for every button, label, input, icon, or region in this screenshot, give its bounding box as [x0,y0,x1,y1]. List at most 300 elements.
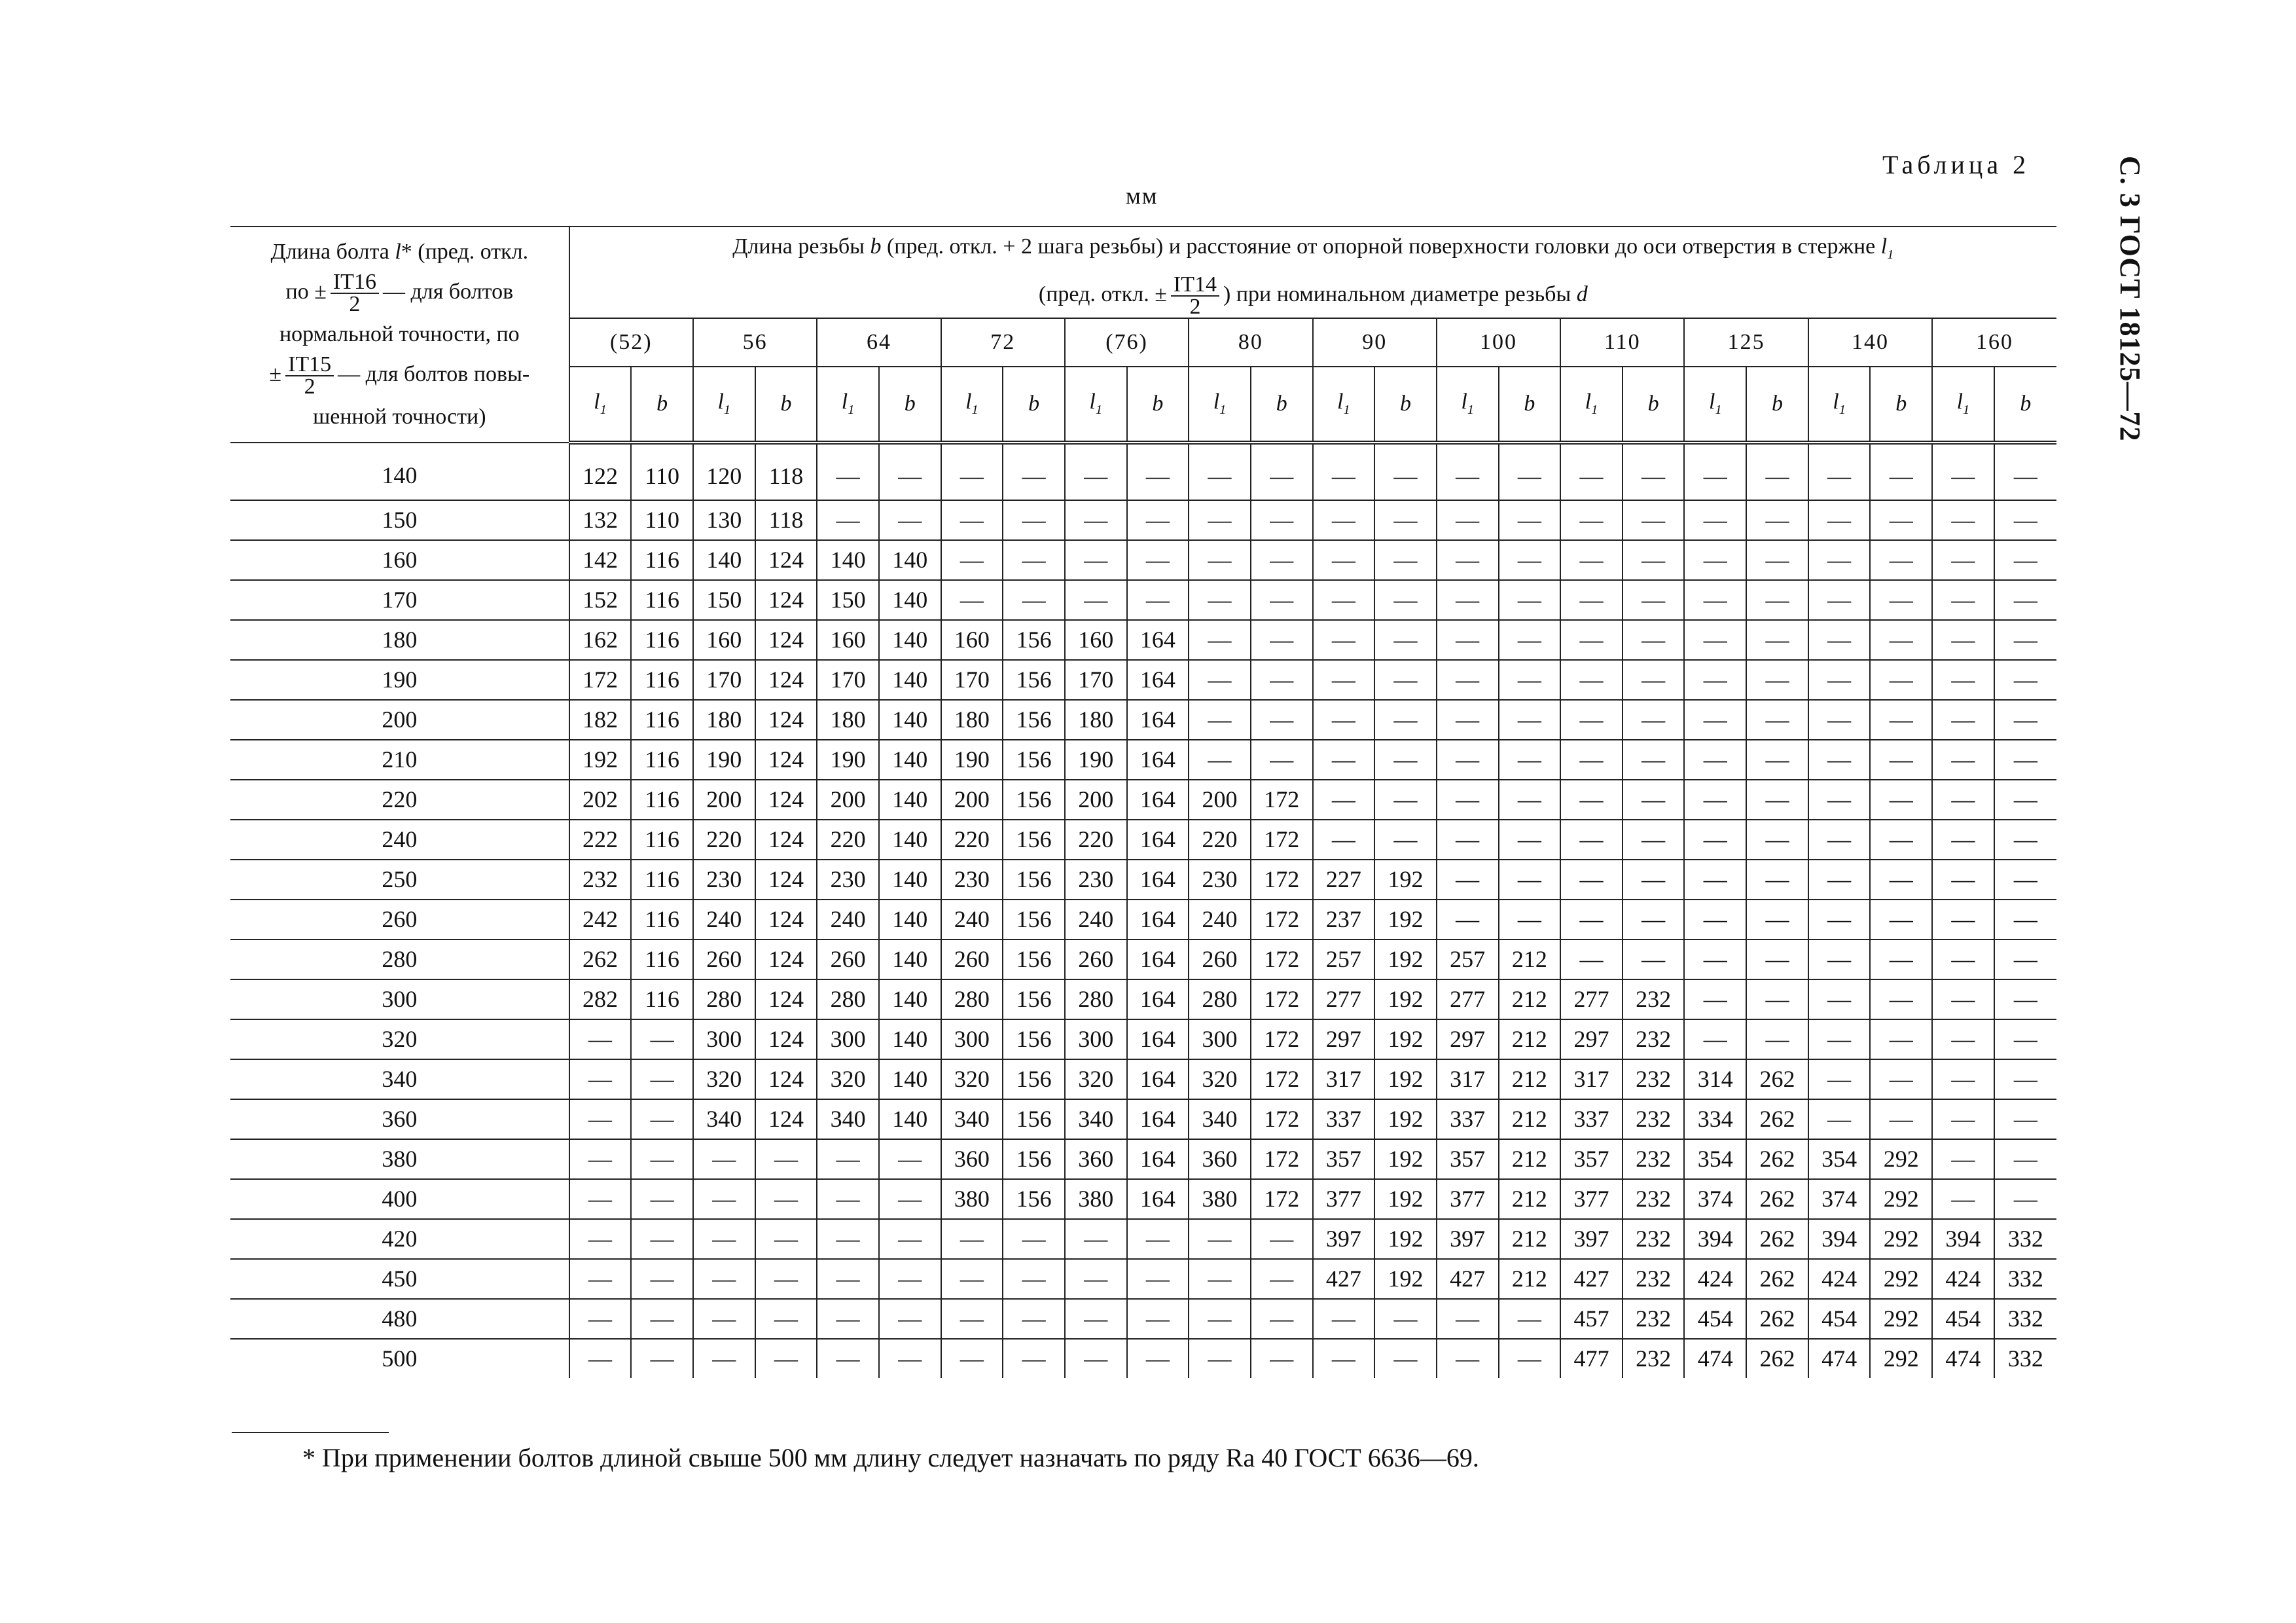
table-cell: — [1623,860,1685,900]
table-cell: — [879,1139,941,1179]
table-cell: 262 [1746,1299,1808,1339]
table-cell: — [1189,500,1251,540]
table-row [230,1139,2056,1179]
table-cell: — [1808,660,1871,700]
table-cell: — [1746,500,1808,540]
table-cell: — [941,580,1003,620]
footnote-separator [232,1432,389,1433]
table-cell: 232 [1623,1219,1685,1259]
table-cell: — [1437,620,1499,660]
table-cell: — [1994,740,2056,780]
footnote: * При применении болтов длиной свыше 500 мм длину следует назначать по ряду Ra 40 ГОСТ 6636—69. [302,1443,1479,1472]
table-cell: 320 [693,1059,755,1099]
table-cell: 192 [1374,1179,1437,1219]
table-cell: 232 [1623,1339,1685,1378]
table-cell: 220 [693,820,755,860]
table-cell: — [1684,620,1746,660]
table-cell: 160 [1065,620,1127,660]
table-cell: 280 [1065,979,1127,1019]
table-cell: 340 [941,1099,1003,1139]
table-cell: 172 [1251,780,1313,820]
table-cell: — [941,1339,1003,1378]
table-cell: — [1932,780,1994,820]
table-cell: 240 [1189,900,1251,939]
table-cell: — [1499,900,1561,939]
table-cell: — [1684,700,1746,740]
table-cell: 124 [755,580,817,620]
table-cell: 212 [1499,1259,1561,1299]
table-cell: 192 [1374,900,1437,939]
table-cell: 257 [1437,939,1499,979]
table-cell: — [693,1339,755,1378]
table-cell: 292 [1870,1179,1932,1219]
table-cell: — [1994,860,2056,900]
table-cell: — [569,1059,632,1099]
table-cell: 182 [569,700,632,740]
table-cell: 124 [755,1019,817,1059]
table-cell: 232 [1623,1019,1685,1059]
table-cell: 397 [1313,1219,1375,1259]
table-cell: 156 [1003,780,1065,820]
table-cell: — [879,443,941,500]
table-cell: — [1065,500,1127,540]
table-cell: 300 [693,1019,755,1059]
table-cell: 232 [1623,1139,1685,1179]
table-cell: — [1808,1099,1871,1139]
table-cell: — [1684,780,1746,820]
table-cell: 150 [693,580,755,620]
table-cell: 140 [879,660,941,700]
table-cell: — [693,1299,755,1339]
table-cell: 140 [879,1059,941,1099]
table-cell: — [1994,1059,2056,1099]
table-cell: 282 [569,979,632,1019]
bolt-length-cell: 240 [230,820,569,860]
table-cell: 124 [755,740,817,780]
table-cell: 230 [693,860,755,900]
table-cell: — [1746,1019,1808,1059]
bolt-length-cell: 150 [230,500,569,540]
table-cell: 164 [1127,939,1189,979]
table-cell: — [1870,1099,1932,1139]
table-cell: 190 [817,740,879,780]
table-cell: — [879,1179,941,1219]
table-row [230,620,2056,660]
table-cell: — [1251,500,1313,540]
table-cell: — [1251,1219,1313,1259]
table-cell: 156 [1003,939,1065,979]
table-cell: — [1746,540,1808,580]
table-cell: 380 [941,1179,1003,1219]
table-cell: — [1560,820,1623,860]
table-cell: — [879,1219,941,1259]
table-cell: 200 [1065,780,1127,820]
table-cell: 164 [1127,820,1189,860]
table-row [230,500,2056,540]
table-cell: — [631,1019,693,1059]
table-cell: 377 [1437,1179,1499,1219]
table-cell: — [1499,443,1561,500]
table-cell: — [569,1019,632,1059]
table-cell: 156 [1003,1059,1065,1099]
header-row-main [230,227,2056,318]
table-cell: — [1313,700,1375,740]
table-cell: — [1746,700,1808,740]
table-cell: — [1684,820,1746,860]
table-cell: — [1499,780,1561,820]
table-cell: 192 [1374,979,1437,1019]
table-cell: 332 [1994,1259,2056,1299]
table-cell: — [941,540,1003,580]
table-cell: — [1746,780,1808,820]
table-row [230,580,2056,620]
diameter-header: 140 [1808,318,1932,367]
table-cell: — [1437,700,1499,740]
diameter-header: 72 [941,318,1065,367]
table-cell: 118 [755,443,817,500]
table-row [230,740,2056,780]
table-cell: 140 [879,939,941,979]
table-cell: 124 [755,1059,817,1099]
table-cell: 140 [879,780,941,820]
bolt-length-cell: 400 [230,1179,569,1219]
table-cell: 320 [941,1059,1003,1099]
table-cell: — [1623,580,1685,620]
table-cell: — [879,1299,941,1339]
table-cell: 124 [755,1099,817,1139]
table-cell: 474 [1684,1339,1746,1378]
table-cell: 124 [755,860,817,900]
table-cell: — [1623,700,1685,740]
diameter-header: (52) [569,318,693,367]
len-header-line5: шенной точности) [313,404,486,429]
table-cell: — [1932,620,1994,660]
table-cell: 232 [1623,1179,1685,1219]
table-cell: — [1684,860,1746,900]
table-cell: — [1870,1019,1932,1059]
table-cell: 297 [1437,1019,1499,1059]
table-cell: — [1374,740,1437,780]
table-cell: — [1994,780,2056,820]
table-cell: 232 [1623,979,1685,1019]
table-cell: 192 [1374,939,1437,979]
len-header-line4: ± $\frac{IT15}{2}$ — для болтов повы- [269,352,530,399]
table-cell: — [1870,780,1932,820]
table-cell: 317 [1437,1059,1499,1099]
table-cell: — [1499,540,1561,580]
table-cell: 164 [1127,620,1189,660]
table-cell: — [1870,860,1932,900]
table-cell: — [1313,660,1375,700]
table-cell: — [1560,900,1623,939]
subheader-l1: $l_1$ [1684,367,1746,443]
table-cell: — [879,500,941,540]
subheader-b: b [1870,367,1932,443]
table-cell: — [1623,620,1685,660]
table-cell: 212 [1499,1139,1561,1179]
table-cell: — [1932,660,1994,700]
table-cell: — [1808,580,1871,620]
table-cell: — [1870,700,1932,740]
table-cell: — [1313,780,1375,820]
table-cell: 156 [1003,979,1065,1019]
table-cell: — [1127,1259,1189,1299]
table-cell: — [1932,900,1994,939]
table-cell: — [1932,979,1994,1019]
table-cell: — [817,1219,879,1259]
table-cell: 427 [1437,1259,1499,1299]
table-cell: 172 [1251,1179,1313,1219]
table-cell: 260 [1065,939,1127,979]
table-cell: — [1746,860,1808,900]
table-cell: 212 [1499,1019,1561,1059]
table-cell: 240 [941,900,1003,939]
table-cell: — [1623,500,1685,540]
table-cell: 360 [1065,1139,1127,1179]
table-cell: — [1560,443,1623,500]
table-row [230,820,2056,860]
table-cell: 162 [569,620,632,660]
table-cell: 292 [1870,1339,1932,1378]
table-cell: 140 [879,740,941,780]
table-row [230,1019,2056,1059]
table-cell: — [569,1099,632,1139]
table-cell: — [1808,900,1871,939]
subheader-l1: $l_1$ [817,367,879,443]
table-cell: — [817,1179,879,1219]
table-row [230,1299,2056,1339]
table-cell: 140 [879,580,941,620]
diameter-header: (76) [1065,318,1189,367]
table-cell: — [1313,620,1375,660]
table-cell: 170 [1065,660,1127,700]
table-cell: — [1746,620,1808,660]
table-cell: 212 [1499,1179,1561,1219]
table-cell: — [755,1179,817,1219]
table-cell: — [1870,1059,1932,1099]
table-cell: — [1251,1259,1313,1299]
diameter-header: 160 [1932,318,2056,367]
table-cell: — [1374,780,1437,820]
table-cell: 230 [1189,860,1251,900]
table-cell: — [1932,1019,1994,1059]
table-cell: 164 [1127,700,1189,740]
table-cell: 332 [1994,1299,2056,1339]
table-cell: — [1374,660,1437,700]
table-cell: — [941,443,1003,500]
table-cell: — [755,1259,817,1299]
table-cell: 132 [569,500,632,540]
table-cell: — [1251,660,1313,700]
table-cell: 124 [755,540,817,580]
table-cell: 164 [1127,1019,1189,1059]
table-cell: 172 [1251,900,1313,939]
table-cell: — [1127,540,1189,580]
table-cell: 260 [941,939,1003,979]
table-cell: — [1374,580,1437,620]
table-cell: 262 [1746,1339,1808,1378]
table-cell: 394 [1684,1219,1746,1259]
bolt-length-cell: 190 [230,660,569,700]
table-cell: 354 [1684,1139,1746,1179]
table-cell: — [1437,580,1499,620]
table-row [230,660,2056,700]
table-cell: 380 [1189,1179,1251,1219]
table-cell: 200 [941,780,1003,820]
table-cell: 124 [755,700,817,740]
table-cell: — [1560,500,1623,540]
table-cell: — [1808,1019,1871,1059]
table-cell: 124 [755,820,817,860]
table-cell: 156 [1003,860,1065,900]
subheader-b: b [1994,367,2056,443]
table-cell: — [1560,700,1623,740]
table-cell: — [1313,1299,1375,1339]
table-cell: — [1994,1019,2056,1059]
table-cell: — [1251,580,1313,620]
table-cell: 116 [631,740,693,780]
bolt-length-cell: 260 [230,900,569,939]
table-cell: 230 [1065,860,1127,900]
table-cell: — [1870,740,1932,780]
table-cell: — [1437,540,1499,580]
table-cell: — [1994,700,2056,740]
diameter-header: 80 [1189,318,1312,367]
table-cell: — [1560,860,1623,900]
table-cell: — [1065,443,1127,500]
table-cell: 360 [1189,1139,1251,1179]
table-cell: — [1499,860,1561,900]
table-cell: — [1932,939,1994,979]
table-cell: 240 [693,900,755,939]
table-cell: — [941,500,1003,540]
table-cell: 262 [569,939,632,979]
table-cell: 262 [1746,1179,1808,1219]
table-cell: — [1374,540,1437,580]
table-cell: 192 [569,740,632,780]
table-cell: — [1189,1299,1251,1339]
table-cell: 172 [1251,1139,1313,1179]
table-cell: 337 [1313,1099,1375,1139]
table-cell: — [1127,1299,1189,1339]
table-cell: 232 [569,860,632,900]
table-cell: — [1870,580,1932,620]
table-cell: 116 [631,660,693,700]
table-cell: — [1189,1219,1251,1259]
table-cell: 277 [1560,979,1623,1019]
bolt-length-cell: 180 [230,620,569,660]
table-cell: 116 [631,900,693,939]
table-cell: — [1808,540,1871,580]
table-cell: — [1560,660,1623,700]
table-cell: 292 [1870,1259,1932,1299]
table-cell: 280 [941,979,1003,1019]
table-cell: — [941,1259,1003,1299]
subheader-l1: $l_1$ [1313,367,1375,443]
table-cell: 260 [817,939,879,979]
table-cell: 164 [1127,860,1189,900]
page-running-header: С. 3 ГОСТ 18125—72 [2114,156,2146,442]
table-cell: 340 [817,1099,879,1139]
table-cell: 156 [1003,620,1065,660]
bolt-length-cell: 300 [230,979,569,1019]
table-cell: 232 [1623,1059,1685,1099]
bolt-length-cell: 450 [230,1259,569,1299]
table-cell: — [631,1059,693,1099]
table-cell: 220 [817,820,879,860]
table-cell: — [1003,1259,1065,1299]
table-cell: — [1560,740,1623,780]
table-cell: — [1808,500,1871,540]
table-row [230,979,2056,1019]
table-cell: — [1127,580,1189,620]
table-cell: 297 [1560,1019,1623,1059]
table-cell: 260 [1189,939,1251,979]
units-label: мм [1126,183,1158,209]
table-cell: — [1932,443,1994,500]
table-cell: 240 [817,900,879,939]
table-cell: 262 [1746,1219,1808,1259]
table-cell: 140 [879,820,941,860]
table-cell: 320 [1065,1059,1127,1099]
table-cell: 292 [1870,1139,1932,1179]
table-cell: 150 [817,580,879,620]
table-row [230,860,2056,900]
table-cell: — [1808,620,1871,660]
table-cell: — [1127,1339,1189,1378]
table-row [230,900,2056,939]
table-cell: — [1932,860,1994,900]
table-cell: 170 [693,660,755,700]
table-cell: — [1684,740,1746,780]
table-cell: — [693,1219,755,1259]
table-title: Таблица 2 [1882,150,2030,179]
table-cell: — [1684,939,1746,979]
table-cell: — [1932,500,1994,540]
table-cell: — [1623,740,1685,780]
table-cell: 374 [1808,1179,1871,1219]
table-cell: 424 [1932,1259,1994,1299]
table-cell: 190 [693,740,755,780]
subheader-l1: $l_1$ [941,367,1003,443]
table-cell: — [1870,900,1932,939]
table-cell: — [1374,443,1437,500]
table-cell: — [1313,443,1375,500]
table-cell: 357 [1560,1139,1623,1179]
table-cell: 227 [1313,860,1375,900]
table-cell: 320 [817,1059,879,1099]
table-cell: — [1499,620,1561,660]
table-cell: — [1994,1179,2056,1219]
it14-fraction: $\frac{IT14}{2}$ [1171,274,1219,318]
table-cell: — [817,1259,879,1299]
table-cell: 237 [1313,900,1375,939]
table-cell: 377 [1313,1179,1375,1219]
table-cell: 172 [1251,860,1313,900]
table-cell: — [631,1099,693,1139]
table-cell: — [1808,820,1871,860]
diameter-header: 125 [1684,318,1808,367]
table-cell: — [1374,1299,1437,1339]
table-cell: 427 [1560,1259,1623,1299]
table-cell: — [817,500,879,540]
table-cell: — [1870,500,1932,540]
table-cell: — [1808,740,1871,780]
table-cell: 394 [1932,1219,1994,1259]
table-cell: 200 [693,780,755,820]
table-cell: — [1684,540,1746,580]
table-cell: 477 [1560,1339,1623,1378]
